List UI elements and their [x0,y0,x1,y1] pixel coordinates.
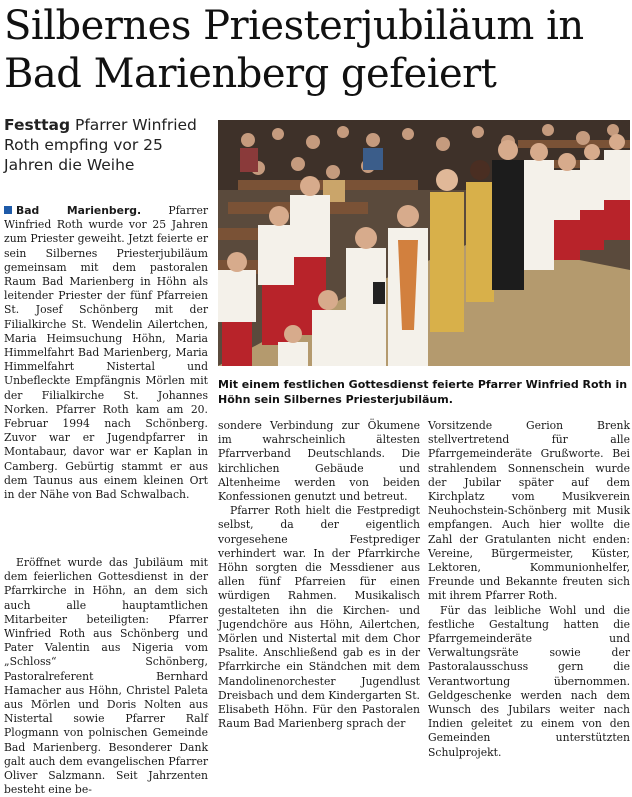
article-column-2 [218,419,420,731]
article-photo [218,120,630,366]
article-column-3 [428,419,630,760]
article-column-1-bottom [4,556,208,797]
headline [4,2,628,98]
headline-line-2: Bad Marienberg gefeiert [4,51,497,97]
article-location: Bad Marienberg. [16,204,142,217]
article-paragraph-5: Vorsitzende Gerion Brenk stellvertretend für alle Pfarrgemeinderäte Grußworte. Bei strahlendem Sonnenschein wurde der Jubilar später auf dem Kirchplatz vom Musikverein Neuhochstein-Schönberg mit Musik empfangen. Auch hier wollte die Zahl der Gratulanten nicht enden: Vereine, Bürgermeister, Küster, Lektoren, Kommunionhelfer, Freunde und Bekannte freuten sich mit ihrem Pfarrer Roth. [428,419,630,603]
article-column-1-top [4,204,208,502]
article-paragraph-4: Pfarrer Roth hielt die Festpredigt selbst, da der eigentlich vorgesehene Festprediger verhindert war. In der Pfarrkirche Höhn sorgten die Messdiener aus allen fünf Pfarreien für einen würdigen Rahmen. Musikalisch gestalteten ihn die Kirchen- und Jugendchöre aus Höhn, Ailertchen, Mörlen und Nistertal mit dem Chor Psalite. Anschließend gab es in der Pfarrkirche ein Ständchen mit dem Mandolinenorchester Jugendlust Dreisbach und dem Kindergarten St. Elisabeth Höhn. Für den Pastoralen Raum Bad Marienberg sprach der [218,504,420,731]
article-paragraph-6: Für das leibliche Wohl und die festliche Gestaltung hatten die Pfarrgemeinderäte und Verwaltungsräte sowie der Pastoralausschuss gern die Verantwortung übernommen. Geldgeschenke werden nach dem Wunsch des Jubilars weiter nach Indien geleitet zu einem von den Gemeinden unterstützten Schulprojekt. [428,603,630,759]
subheadline-kicker: Festtag [4,116,71,134]
subheadline [4,115,206,175]
headline-line-1: Silbernes Priesterjubiläum in [4,3,584,49]
subheadline-text: Pfarrer Winfried Roth empfing vor 25 Jahren die Weihe [4,116,197,174]
article-paragraph-2: Eröffnet wurde das Jubiläum mit dem feierlichen Gottesdienst in der Pfarrkirche in Höhn, an dem sich auch alle hauptamtlichen Mitarbeiter beteiligten: Pfarrer Winfried Roth aus Schönberg und Pater Valentin aus Nigeria vom „Schloss“ Schönberg, Pastoralreferent Bernhard Hamacher aus Höhn, Christel Paleta aus Mörlen und Doris Nolten aus Nistertal sowie Pfarrer Ralf Plogmann von polnischen Gemeinde Bad Marienberg. Besonderer Dank galt auch dem evangelischen Pfarrer Oliver Salzmann. Seit Jahrzenten besteht eine be- [4,556,208,797]
article-paragraph-1-text: Pfarrer Winfried Roth wurde vor 25 Jahren zum Priester geweiht. Jetzt feierte er sein Silbernes Priesterjubiläum gemeinsam mit dem pastoralen Raum Bad Marienberg in Höhn als leitender Priester der fünf Pfarreien St. Josef Schönberg mit der Filialkirche St. Wendelin Ailertchen, Maria Heimsuchung Höhn, Maria Himmelfahrt Bad Marienberg, Maria Himmelfahrt Nistertal und Unbefleckte Empfängnis Mörlen mit der Filialkirche St. Johannes Norken. Pfarrer Roth kam am 20. Februar 1994 nach Schönberg. Zuvor war er Jugendpfarrer in Montabaur, davor war er Kaplan in Camberg. Gebürtig stammt er aus dem Taunus aus einem kleinen Ort in der Nähe von Bad Schwalbach. [4,204,208,502]
article-paragraph-1 [4,204,208,502]
section-marker-icon [4,206,12,214]
procession-photo-illustration [218,120,630,366]
article-paragraph-3: sondere Verbindung zur Ökumene im wahrscheinlich ältesten Pfarrverband Deutschlands. Die kirchlichen Gebäude und Altenheime werden von beiden Konfessionen genutzt und betreut. [218,419,420,504]
photo-caption: Mit einem festlichen Gottesdienst feierte Pfarrer Winfried Roth in Höhn sein Silbernes Priesterjubiläum. [218,378,628,406]
